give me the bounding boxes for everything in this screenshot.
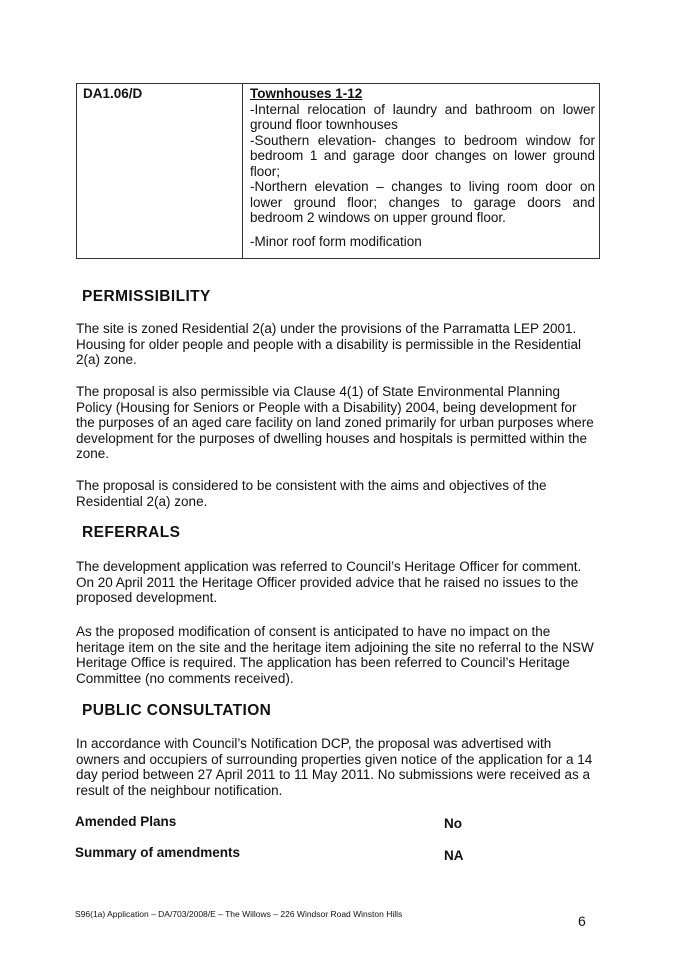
page-number: 6	[578, 913, 586, 929]
referrals-paragraph-1: The development application was referred to Council’s Heritage Officer for comment. On 20 April 2011 the Heritage Officer provided advice that he raised no issues to the proposed development.	[76, 559, 582, 605]
description-title: Townhouses 1-12	[250, 86, 363, 101]
permissibility-heading: PERMISSIBILITY	[82, 288, 211, 305]
modification-table	[76, 83, 600, 259]
description-line: -Northern elevation – changes to living room door on lower ground floor; changes to garage doors and bedroom 2 windows on upper ground floor.	[250, 179, 595, 225]
description-line: -Minor roof form modification	[250, 233, 422, 249]
summary-of-amendments-label: Summary of amendments	[75, 845, 241, 860]
referrals-heading: REFERRALS	[82, 524, 181, 541]
summary-of-amendments-value: NA	[444, 848, 464, 863]
spacer	[250, 226, 595, 234]
permissibility-paragraph-1: The site is zoned Residential 2(a) under the provisions of the Parramatta LEP 2001. Housing for older people and people with a disability is permissible in the Residential 2(a) zone.	[76, 321, 582, 367]
description-line: -Southern elevation- changes to bedroom window for bedroom 1 and garage door changes on lower ground floor;	[250, 132, 595, 179]
public-consultation-paragraph: In accordance with Council’s Notification DCP, the proposal was advertised with owners and occupiers of surrounding properties given notice of the application for a 14 day period between 27 April 2011 to 11 May 2011. No submissions were received as a result of the neighbour notification.	[76, 736, 593, 798]
description-line: -Internal relocation of laundry and bathroom on lower ground floor townhouses	[250, 101, 595, 132]
public-consultation-heading: PUBLIC CONSULTATION	[82, 702, 272, 719]
permissibility-paragraph-3: The proposal is considered to be consistent with the aims and objectives of the Residential 2(a) zone.	[76, 478, 547, 509]
permissibility-paragraph-2: The proposal is also permissible via Clause 4(1) of State Environmental Planning Policy (Housing for Seniors or People with a Disability) 2004, being development for the purposes of an aged care facility on land zoned primarily for urban purposes where development for the purposes of dwelling houses and hospitals is permitted within the zone.	[76, 384, 594, 461]
amended-plans-value: No	[444, 816, 462, 831]
table-row	[77, 84, 600, 259]
description-block	[243, 84, 599, 249]
referrals-paragraph-2: As the proposed modification of consent is anticipated to have no impact on the heritage item on the site and the heritage item adjoining the site no referral to the NSW Heritage Office is required. The application has been referred to Council’s Heritage Committee (no comments received).	[76, 624, 594, 686]
table-cell-code	[77, 84, 243, 259]
amended-plans-label: Amended Plans	[75, 814, 177, 829]
table-cell-description	[243, 84, 600, 259]
footer-text: S96(1a) Application – DA/703/2008/E – The Willows – 226 Windsor Road Winston Hills	[75, 909, 403, 919]
drawing-code: DA1.06/D	[83, 86, 143, 101]
